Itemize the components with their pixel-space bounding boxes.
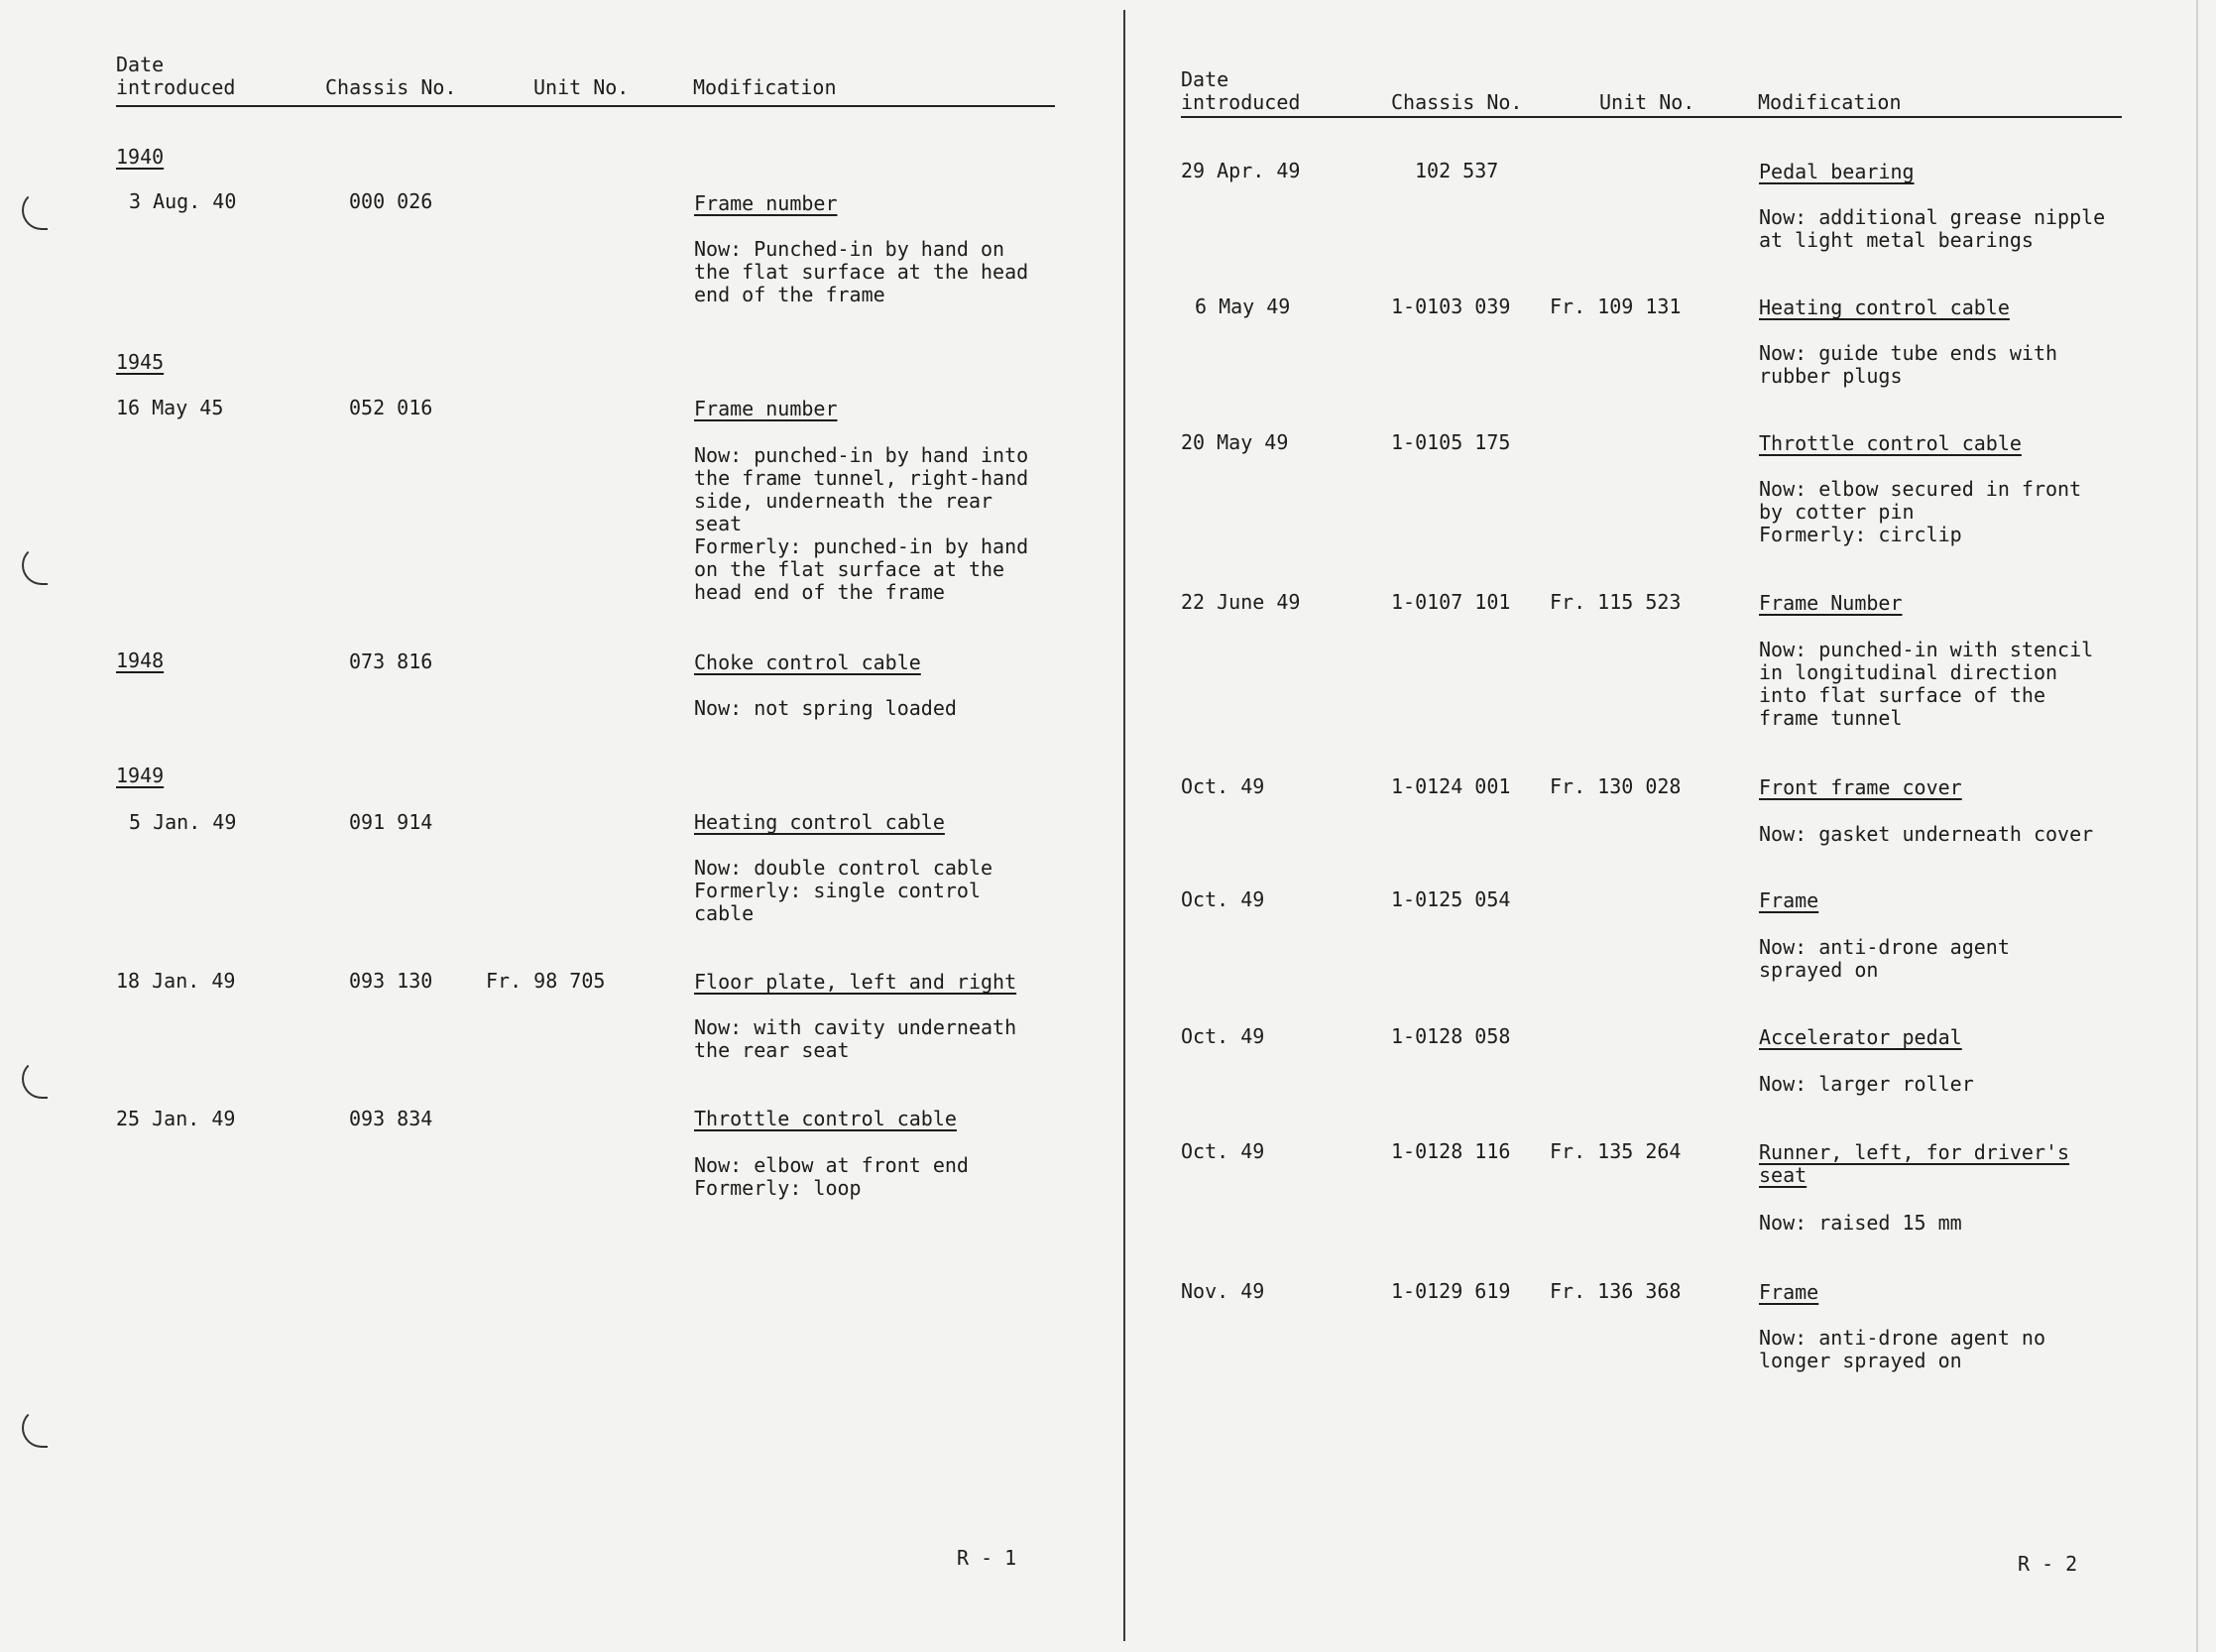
header-modification: Modification	[1758, 90, 1902, 114]
entry-chassis: 1-0124 001	[1391, 774, 1511, 798]
entry-chassis: 052 016	[349, 396, 433, 419]
header-date	[116, 54, 235, 99]
entry-chassis: 1-0103 039	[1391, 295, 1511, 318]
header-unit: Unit No.	[533, 75, 630, 99]
page-number: R - 2	[2018, 1552, 2078, 1576]
modification-description: Now: anti-drone agent no longer sprayed on	[1759, 1326, 2045, 1372]
header-rule	[1181, 116, 2122, 118]
modification-description: Now: with cavity underneath the rear seat	[694, 1015, 1017, 1062]
entry-date: Oct. 49	[1181, 1139, 1265, 1163]
entry-chassis: 093 834	[349, 1107, 433, 1130]
modification-title: Heating control cable	[1759, 295, 2010, 319]
modification-title: Heating control cable	[694, 810, 945, 834]
binder-mark	[22, 1059, 48, 1099]
modification-description: Now: punched-in by hand into the frame tunnel, right-hand side, underneath the rear seat Formerly: punched-in by hand on the flat surface at the head end of the frame	[694, 443, 1029, 604]
modification-description: Now: Punched-in by hand on the flat surface at the head end of the frame	[694, 237, 1029, 306]
entry-unit: Fr. 135 264	[1550, 1139, 1682, 1163]
modification-description: Now: elbow secured in front by cotter pin Formerly: circlip	[1759, 477, 2082, 546]
entry-chassis: 091 914	[349, 810, 433, 834]
header-unit: Unit No.	[1599, 90, 1695, 114]
entry-chassis: 102 537	[1415, 159, 1499, 182]
entry-unit: Fr. 136 368	[1550, 1279, 1682, 1303]
header-date-line2: introduced	[1181, 90, 1301, 114]
modification-title: Frame	[1759, 888, 1819, 912]
modification-title: Frame	[1759, 1280, 1819, 1304]
header-chassis: Chassis No.	[325, 75, 457, 99]
modification-title: Front frame cover	[1759, 775, 1962, 799]
entry-date: 3 Aug. 40	[129, 189, 237, 213]
header-rule	[116, 105, 1055, 107]
entry-unit: Fr. 115 523	[1550, 590, 1682, 614]
modification-title: Pedal bearing	[1759, 160, 1915, 183]
entry-date: 16 May 45	[116, 396, 224, 419]
entry-chassis: 1-0128 058	[1391, 1024, 1511, 1048]
header-chassis: Chassis No.	[1391, 90, 1523, 114]
modification-title: Runner, left, for driver's seat	[1759, 1140, 2070, 1187]
entry-date: Oct. 49	[1181, 887, 1265, 911]
scan-edge	[2196, 0, 2198, 1652]
entry-chassis: 1-0105 175	[1391, 430, 1511, 454]
modification-title: Throttle control cable	[1759, 431, 2022, 455]
entry-date: 29 Apr. 49	[1181, 159, 1301, 182]
entry-date: 18 Jan. 49	[116, 969, 236, 993]
modification-description: Now: larger roller	[1759, 1072, 1974, 1096]
modification-title: Throttle control cable	[694, 1107, 957, 1130]
header-date-line1: Date	[1181, 67, 1229, 91]
entry-chassis: 1-0125 054	[1391, 887, 1511, 911]
page-number: R - 1	[957, 1546, 1017, 1570]
entry-chassis: 000 026	[349, 189, 433, 213]
modification-description: Now: gasket underneath cover	[1759, 822, 2094, 846]
modification-description: Now: double control cable Formerly: single control cable	[694, 856, 993, 925]
modification-description: Now: not spring loaded	[694, 696, 957, 720]
entry-date: 25 Jan. 49	[116, 1107, 236, 1130]
entry-date: 22 June 49	[1181, 590, 1301, 614]
entry-date: 5 Jan. 49	[129, 810, 237, 834]
modification-description: Now: elbow at front end Formerly: loop	[694, 1153, 969, 1200]
entry-date: 6 May 49	[1195, 295, 1291, 318]
entry-chassis: 093 130	[349, 969, 433, 993]
modification-title: Floor plate, left and right	[694, 970, 1017, 994]
year-heading: 1945	[116, 350, 165, 374]
modification-title: Choke control cable	[694, 650, 921, 674]
modification-description: Now: punched-in with stencil in longitudinal direction into flat surface of the frame tunnel	[1759, 638, 2094, 730]
binder-mark	[22, 545, 48, 585]
year-heading: 1940	[116, 145, 165, 169]
modification-description: Now: raised 15 mm	[1759, 1211, 1962, 1235]
header-modification: Modification	[693, 75, 837, 99]
entry-unit: Fr. 98 705	[486, 969, 606, 993]
entry-chassis: 073 816	[349, 649, 433, 673]
modification-title: Frame Number	[1759, 591, 1903, 615]
entry-unit: Fr. 130 028	[1550, 774, 1682, 798]
entry-date: Oct. 49	[1181, 1024, 1265, 1048]
binder-mark	[22, 190, 48, 230]
binder-mark	[22, 1408, 48, 1448]
entry-chassis: 1-0107 101	[1391, 590, 1511, 614]
modification-title: Accelerator pedal	[1759, 1025, 1962, 1049]
year-heading: 1948	[116, 649, 165, 672]
header-date	[1181, 68, 1300, 114]
entry-date: 20 May 49	[1181, 430, 1289, 454]
modification-title: Frame number	[694, 397, 838, 420]
year-heading: 1949	[116, 764, 165, 787]
modification-description: Now: anti-drone agent sprayed on	[1759, 935, 2010, 982]
entry-date: Nov. 49	[1181, 1279, 1265, 1303]
modification-description: Now: guide tube ends with rubber plugs	[1759, 341, 2058, 388]
header-date-line2: introduced	[116, 75, 236, 99]
right-page	[1123, 0, 2216, 1652]
entry-unit: Fr. 109 131	[1550, 295, 1682, 318]
modification-title: Frame number	[694, 191, 838, 215]
entry-date: Oct. 49	[1181, 774, 1265, 798]
entry-chassis: 1-0129 619	[1391, 1279, 1511, 1303]
header-date-line1: Date	[116, 53, 165, 76]
modification-description: Now: additional grease nipple at light metal bearings	[1759, 205, 2106, 252]
entry-chassis: 1-0128 116	[1391, 1139, 1511, 1163]
